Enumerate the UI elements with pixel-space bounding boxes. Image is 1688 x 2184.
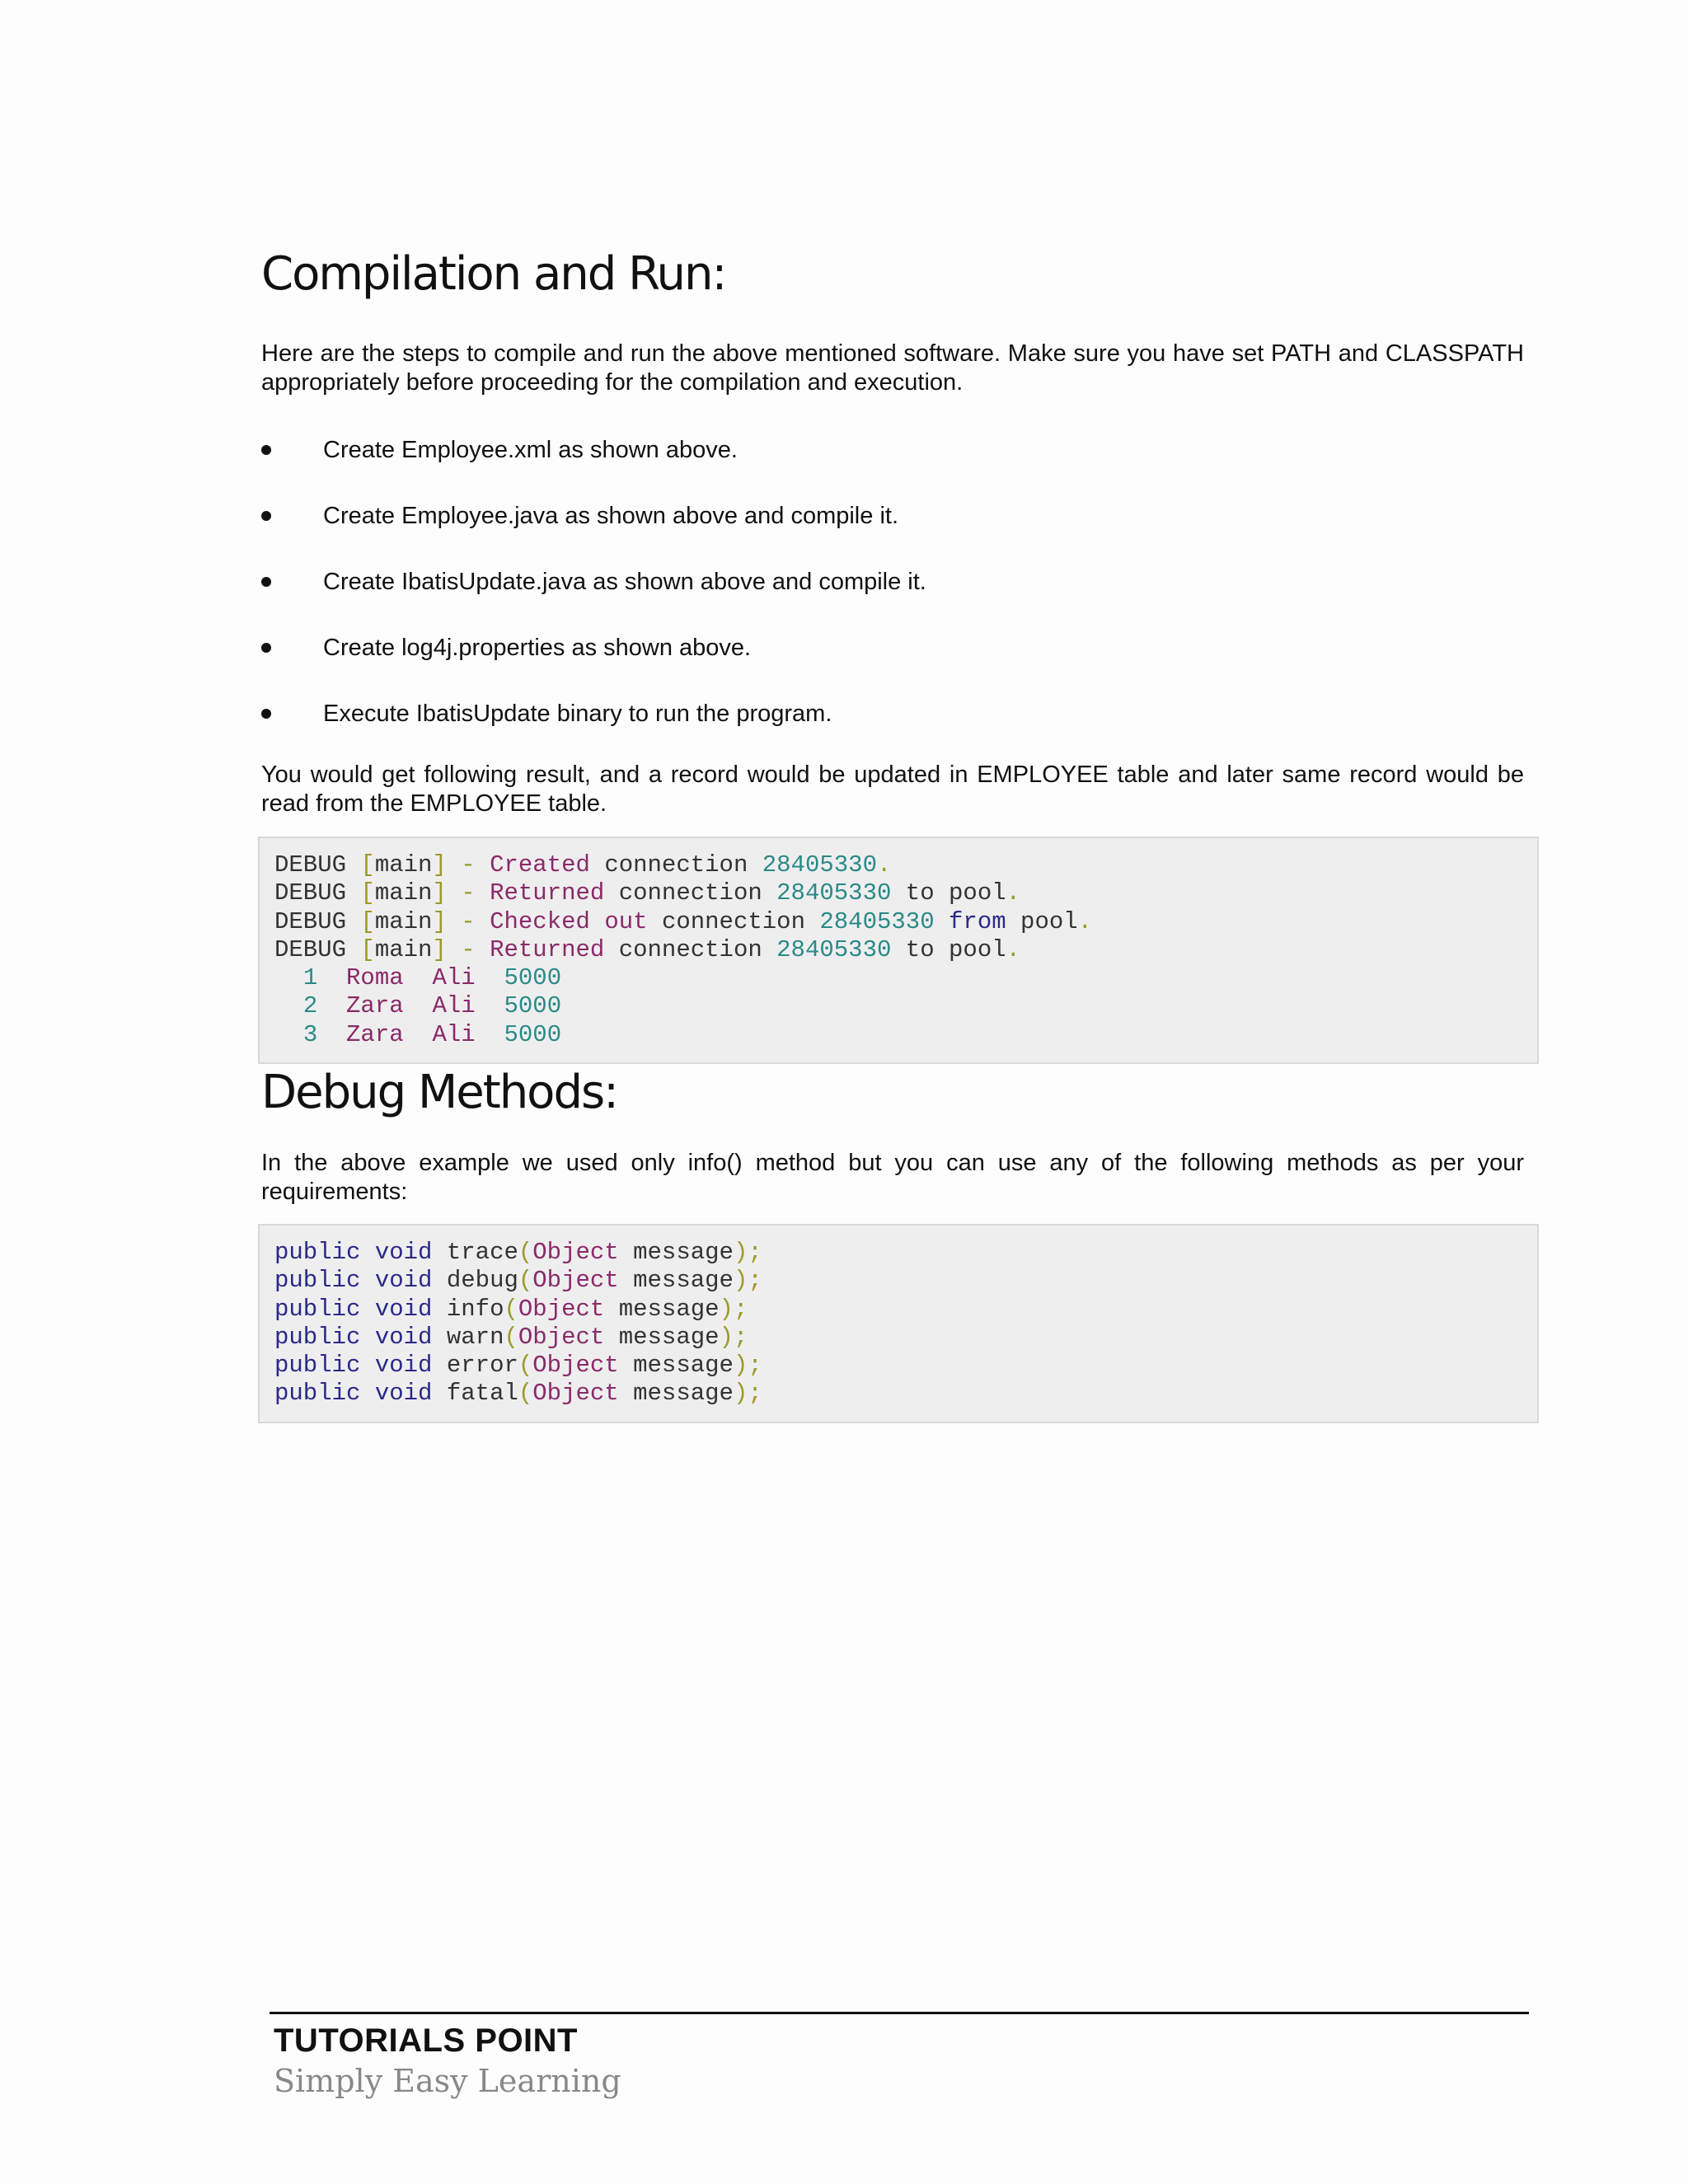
list-item: Create Employee.xml as shown above. [261,434,1524,500]
bullet-icon [261,577,271,587]
code-line: DEBUG [main] - Returned connection 28405330 to pool. [274,935,1021,963]
code-line: DEBUG [main] - Created connection 28405330. [274,851,892,879]
list-item: Create log4j.properties as shown above. [261,632,1524,698]
code-line: DEBUG [main] - Checked out connection 28405330 from pool. [274,907,1093,935]
steps-list [261,434,1524,764]
list-item: Create Employee.java as shown above and compile it. [261,500,1524,566]
list-item: Execute IbatisUpdate binary to run the program. [261,698,1524,764]
code-line: public void debug(Object message); [274,1267,762,1295]
section-heading-debug-methods: Debug Methods: [261,1066,618,1119]
bullet-icon [261,511,271,521]
bullet-icon [261,445,271,455]
footer-tagline: Simply Easy Learning [274,2063,621,2099]
footer-divider [270,2012,1529,2014]
list-item: Create IbatisUpdate.java as shown above and compile it. [261,566,1524,632]
program-output-block [258,837,1539,1064]
code-line: public void info(Object message); [274,1295,748,1323]
bullet-icon [261,709,271,719]
debug-methods-code-block [258,1224,1539,1423]
result-description: You would get following result, and a record would be updated in EMPLOYEE table and later same record would be read from the EMPLOYEE table. [261,762,1524,817]
section-heading-compilation: Compilation and Run: [261,247,726,301]
code-line: public void error(Object message); [274,1352,762,1380]
code-line: public void fatal(Object message); [274,1380,762,1408]
code-line: 1 Roma Ali 5000 [302,964,562,992]
footer-brand: TUTORIALS POINT [274,2022,578,2059]
bullet-icon [261,643,271,653]
code-line: 3 Zara Ali 5000 [302,1020,562,1048]
compilation-intro: Here are the steps to compile and run the above mentioned software. Make sure you have set PATH and CLASSPATH appropriately before proceeding for the compilation and execution. [261,340,1524,396]
code-line: DEBUG [main] - Returned connection 28405330 to pool. [274,879,1021,907]
code-line: public void trace(Object message); [274,1239,762,1266]
code-line: 2 Zara Ali 5000 [302,992,562,1020]
code-line: public void warn(Object message); [274,1323,748,1351]
debug-methods-intro: In the above example we used only info() method but you can use any of the following methods as per your requirements: [261,1150,1524,1205]
